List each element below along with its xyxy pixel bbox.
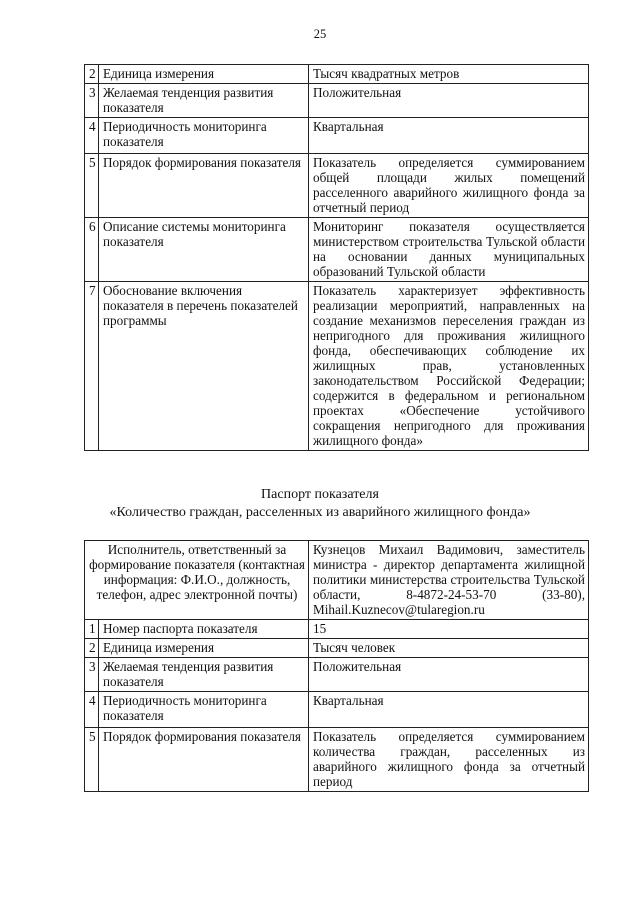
row-label: Порядок формирования показателя [99,154,309,218]
row-value: Мониторинг показателя осуществляется министерством строительства Тульской области на основании данных муниципальных образований Тульской области [309,218,589,282]
row-value: Тысяч квадратных метров [309,65,589,84]
table-row [85,218,589,282]
row-label: Желаемая тенденция развития показателя [99,84,309,118]
row-value: Показатель характеризует эффективность реализации мероприятий, направленных на создание механизмов переселения граждан из непригодного для проживания жилищного фонда, обеспечивающих соблюдение их жилищных прав, установленных законодательством Российской Федерации; содержится в федеральном и региональном проектах «Обеспечение устойчивого сокращения непригодного для проживания жилищного фонда» [309,282,589,451]
row-number: 3 [85,84,99,118]
row-number: 6 [85,218,99,282]
contact-label: Исполнитель, ответственный за формирование показателя (контактная информация: Ф.И.О., должность, телефон, адрес электронной почты) [85,541,309,620]
row-label: Желаемая тенденция развития показателя [99,658,309,692]
row-value: Показатель определяется суммированием общей площади жилых помещений расселенного аварийного жилищного фонда за отчетный период [309,154,589,218]
table-row [85,84,589,118]
row-value: Квартальная [309,692,589,728]
row-label: Обоснование включения показателя в перечень показателей программы [99,282,309,451]
page-number: 25 [313,27,327,41]
row-value: Положительная [309,84,589,118]
row-number: 7 [85,282,99,451]
table-row [85,639,589,658]
table-row-contact [85,541,589,620]
row-label: Единица измерения [99,639,309,658]
row-number: 1 [85,620,99,639]
row-number: 4 [85,692,99,728]
row-value: 15 [309,620,589,639]
table-row [85,728,589,792]
table-row [85,282,589,451]
row-value: Показатель определяется суммированием количества граждан, расселенных из аварийного жилищного фонда за отчетный период [309,728,589,792]
table-row [85,154,589,218]
row-label: Номер паспорта показателя [99,620,309,639]
row-label: Периодичность мониторинга показателя [99,118,309,154]
row-number: 2 [85,65,99,84]
indicator-table-continued [84,64,589,451]
indicator-passport-table [84,540,589,792]
table-row [85,620,589,639]
table-row [85,692,589,728]
row-label: Периодичность мониторинга показателя [99,692,309,728]
table-row [85,658,589,692]
row-label: Единица измерения [99,65,309,84]
contact-value: Кузнецов Михаил Вадимович, заместитель министра - директор департамента жилищной политики министерства строительства Тульской области, 8-4872-24-53-70 (33-80), Mihail.Kuznecov@tularegion.ru [309,541,589,620]
row-number: 4 [85,118,99,154]
row-number: 2 [85,639,99,658]
table-row [85,118,589,154]
row-value: Квартальная [309,118,589,154]
row-value: Положительная [309,658,589,692]
row-number: 3 [85,658,99,692]
row-value: Тысяч человек [309,639,589,658]
row-label: Описание системы мониторинга показателя [99,218,309,282]
passport-subtitle: «Количество граждан, расселенных из аварийного жилищного фонда» [109,505,531,520]
passport-title: Паспорт показателя [261,487,379,502]
table-row [85,65,589,84]
row-label: Порядок формирования показателя [99,728,309,792]
row-number: 5 [85,728,99,792]
row-number: 5 [85,154,99,218]
